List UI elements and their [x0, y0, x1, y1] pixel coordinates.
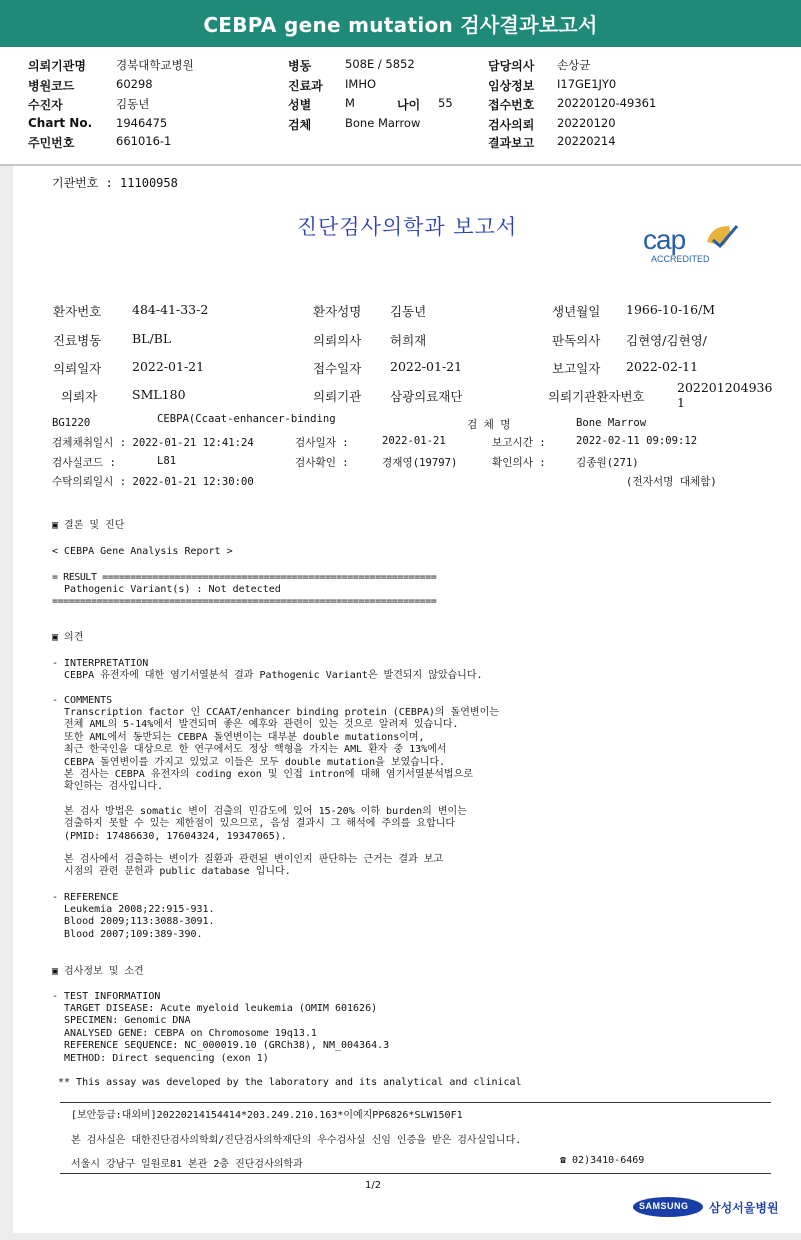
section-heading: ▣ 검사정보 및 소견	[52, 966, 144, 977]
comments-heading: - COMMENTS	[52, 695, 113, 706]
patient-label: 접수일자	[313, 361, 362, 376]
comment-line: CEBPA 돌연변이를 가지고 있었고 이들은 모두 double mutation을 보였습니다.	[52, 756, 446, 768]
patient-label: 의뢰자	[61, 389, 98, 404]
assay-note: ** This assay was developed by the laboratory and its analytical and clinical	[58, 1077, 522, 1088]
patient-value: 2022-02-11	[626, 359, 699, 374]
specimen-value: Bone Marrow	[576, 417, 647, 429]
comment-line: 또한 AML에서 동반되는 CEBPA 돌연변이는 대부분 double mutations이며,	[52, 731, 425, 743]
esign-note: (전자서명 대체함)	[626, 476, 717, 488]
header-value: 60298	[116, 77, 153, 91]
header-value: 508E / 5852	[345, 57, 415, 71]
header-value: 20220120	[557, 116, 616, 130]
patient-label: 의뢰기관환자번호	[548, 389, 645, 404]
test-info-heading: - TEST INFORMATION	[52, 991, 161, 1002]
lab-code-label: 검사실코드 :	[52, 457, 116, 469]
cap-accredited-text: ACCREDITED	[651, 254, 710, 264]
comment-line: 본 검사는 CEBPA 유전자의 coding exon 및 인접 intron에 대해 염기서열분석법으로	[52, 769, 473, 781]
cap-logo-text: cap	[643, 224, 686, 255]
patient-label: 보고일자	[552, 361, 601, 376]
test-confirm-value: 경재영(19797)	[382, 457, 458, 469]
test-code: BG1220	[52, 417, 91, 429]
patient-value: 허희재	[390, 333, 427, 348]
header-value: M	[345, 96, 355, 110]
header-value: 김동년	[116, 97, 150, 111]
reference-item: Blood 2007;109:389-390.	[52, 928, 203, 940]
header-value: Bone Marrow	[345, 116, 421, 130]
header-label: 나이	[397, 98, 421, 112]
confirm-doctor-label: 확인의사 :	[492, 457, 546, 469]
test-info-item: REFERENCE SEQUENCE: NC_000019.10 (GRCh38), NM_004364.3	[52, 1040, 390, 1052]
comment-line: 본 검사 방법은 somatic 변이 검출의 민감도에 있어 15-20% 이하 burden의 변이는	[52, 806, 467, 817]
test-info-item: ANALYSED GENE: CEBPA on Chromosome 19q13.1	[52, 1027, 317, 1039]
patient-label: 의뢰일자	[53, 361, 102, 376]
test-info-item: SPECIMEN: Genomic DNA	[52, 1015, 191, 1027]
patient-value: BL/BL	[132, 331, 172, 346]
report-document	[13, 166, 801, 1233]
header-value: I17GE1JY0	[557, 77, 617, 91]
header-value: 손상균	[557, 58, 591, 72]
test-confirm-label: 검사확인 :	[295, 457, 349, 469]
comment-line: (PMID: 17486630, 17604324, 19347065).	[52, 830, 287, 842]
header-label: 진료과	[288, 79, 323, 93]
header-label: 병동	[288, 59, 312, 73]
security-line: [보안등급:대외비]20220214154414*203.249.210.163*이예지PP6826*SLW150F1	[71, 1110, 463, 1121]
header-label: 접수번호	[488, 98, 535, 112]
footer-divider	[60, 1173, 771, 1174]
document-title: 진단검사의학과 보고서	[296, 215, 518, 239]
cap-logo-icon	[641, 222, 751, 266]
reference-item: Leukemia 2008;22:915-931.	[52, 904, 215, 915]
header-value: 20220214	[557, 134, 616, 148]
section-heading: ▣ 결론 및 진단	[52, 520, 125, 531]
patient-value: 2022-01-21	[390, 359, 463, 374]
header-value: 경북대학교병원	[116, 58, 194, 72]
header-label: 검사의뢰	[488, 118, 535, 132]
patient-label: 생년월일	[552, 304, 601, 319]
test-date-value: 2022-01-21	[382, 435, 446, 447]
test-info-list	[52, 1003, 389, 1065]
report-time-value: 2022-02-11 09:09:12	[576, 435, 698, 447]
specimen-label: 검 체 명	[467, 419, 511, 431]
patient-label: 진료병동	[53, 333, 102, 348]
patient-value: 김현영/김현영/	[626, 333, 707, 348]
footer-divider	[60, 1102, 771, 1103]
lab-code-value: L81	[157, 455, 177, 467]
report-title-bar	[0, 0, 801, 47]
header-label: 수진자	[28, 98, 63, 112]
patient-label: 환자번호	[53, 304, 102, 319]
patient-value: 202201204936	[677, 380, 773, 395]
test-date-label: 검사일자 :	[295, 437, 349, 449]
patient-value: 2022-01-21	[132, 359, 205, 374]
confirm-doctor-value: 김종원(271)	[576, 457, 639, 469]
patient-label: 의뢰의사	[313, 333, 362, 348]
report-time-label: 보고시간 :	[492, 437, 546, 449]
interpretation-text: CEBPA 유전자에 대한 염기서열분석 결과 Pathogenic Variant은 발견되지 않았습니다.	[52, 670, 483, 681]
header-value: 1946475	[116, 116, 168, 130]
comments-paragraph	[52, 854, 443, 879]
header-label: 담당의사	[488, 59, 535, 73]
header-label: 결과보고	[488, 136, 535, 150]
patient-value-cont: 1	[677, 395, 685, 410]
comment-line: 검출하지 못할 수 있는 제한점이 있으므로, 음성 결과시 그 해석에 주의를 요합니다	[52, 818, 456, 830]
test-info-item: METHOD: Direct sequencing (exon 1)	[52, 1052, 269, 1064]
patient-label: 의뢰기관	[313, 389, 362, 404]
patient-value: 김동년	[390, 304, 427, 319]
phone-text: ☎ 02)3410-6469	[560, 1155, 645, 1166]
hospital-name: 삼성서울병원	[709, 1201, 779, 1215]
patient-value: 1966-10-16/M	[626, 302, 716, 317]
header-label: 의뢰기관명	[28, 59, 86, 73]
consignment-time: 수탁의뢰일시 : 2022-01-21 12:30:00	[52, 476, 254, 488]
comment-line: 최근 한국인을 대상으로 한 연구에서도 정상 핵형을 가지는 AML 환자 중 13%에서	[52, 744, 447, 756]
patient-label: 환자성명	[313, 304, 362, 319]
test-name: CEBPA(Ccaat-enhancer-binding	[157, 413, 336, 425]
patient-value: SML180	[132, 387, 186, 402]
collection-time: 검체채취일시 : 2022-01-21 12:41:24	[52, 437, 254, 449]
result-separator: =====================================================================	[52, 596, 437, 607]
header-value: IMHO	[345, 77, 377, 91]
header-label: Chart No.	[28, 116, 93, 130]
patient-value: 484-41-33-2	[132, 302, 209, 317]
header-label: 검체	[288, 118, 312, 132]
reference-heading: - REFERENCE	[52, 892, 119, 903]
interpretation-heading: - INTERPRETATION	[52, 658, 149, 669]
header-label: 임상정보	[488, 79, 535, 93]
section-heading: ▣ 의견	[52, 632, 84, 643]
comment-line: 전체 AML의 5-14%에서 발견되며 좋은 예후와 관련이 있는 것으로 알려져 있습니다.	[52, 719, 459, 731]
comment-line: 확인하는 검사입니다.	[52, 781, 164, 793]
samsung-wordmark: SAMSUNG	[639, 1201, 689, 1211]
result-separator: = RESULT ============================================================	[52, 572, 437, 583]
header-label: 주민번호	[28, 136, 75, 150]
report-subtitle: < CEBPA Gene Analysis Report >	[52, 546, 233, 557]
page-number: 1/2	[365, 1180, 382, 1191]
reference-list	[52, 904, 215, 941]
header-value: 661016-1	[116, 134, 172, 148]
patient-value: 삼광의료재단	[390, 389, 463, 404]
result-text: Pathogenic Variant(s) : Not detected	[52, 584, 281, 595]
comments-paragraph	[52, 707, 499, 794]
header-label: 병원코드	[28, 79, 75, 93]
certification-text: 본 검사실은 대한진단검사의학회/진단검사의학재단의 우수검사실 신임 인증을 받은 검사실입니다.	[71, 1135, 522, 1146]
window-title: CEBPA gene mutation 검사결과보고서	[203, 13, 598, 37]
comment-line: Transcription factor 인 CCAAT/enhancer binding protein (CEBPA)의 돌연변이는	[52, 707, 499, 718]
comment-line: 시점의 관련 문헌과 public database 입니다.	[52, 866, 291, 878]
header-label: 성별	[288, 98, 312, 112]
institution-number: 기관번호 : 11100958	[52, 176, 178, 190]
patient-label: 판독의사	[552, 333, 601, 348]
test-info-item: TARGET DISEASE: Acute myeloid leukemia (OMIM 601626)	[52, 1003, 378, 1014]
header-info-panel	[0, 47, 801, 166]
reference-item: Blood 2009;113:3088-3091.	[52, 916, 215, 928]
header-value: 55	[438, 96, 453, 110]
address-text: 서울시 강남구 일원로81 본관 2층 진단검사의학과	[71, 1159, 303, 1170]
header-value: 20220120-49361	[557, 96, 657, 110]
comment-line: 본 검사에서 검출하는 변이가 질환과 관련된 변이인지 판단하는 근거는 결과 보고	[52, 854, 444, 865]
samsung-logo-icon	[633, 1194, 783, 1224]
comments-paragraph	[52, 806, 467, 843]
